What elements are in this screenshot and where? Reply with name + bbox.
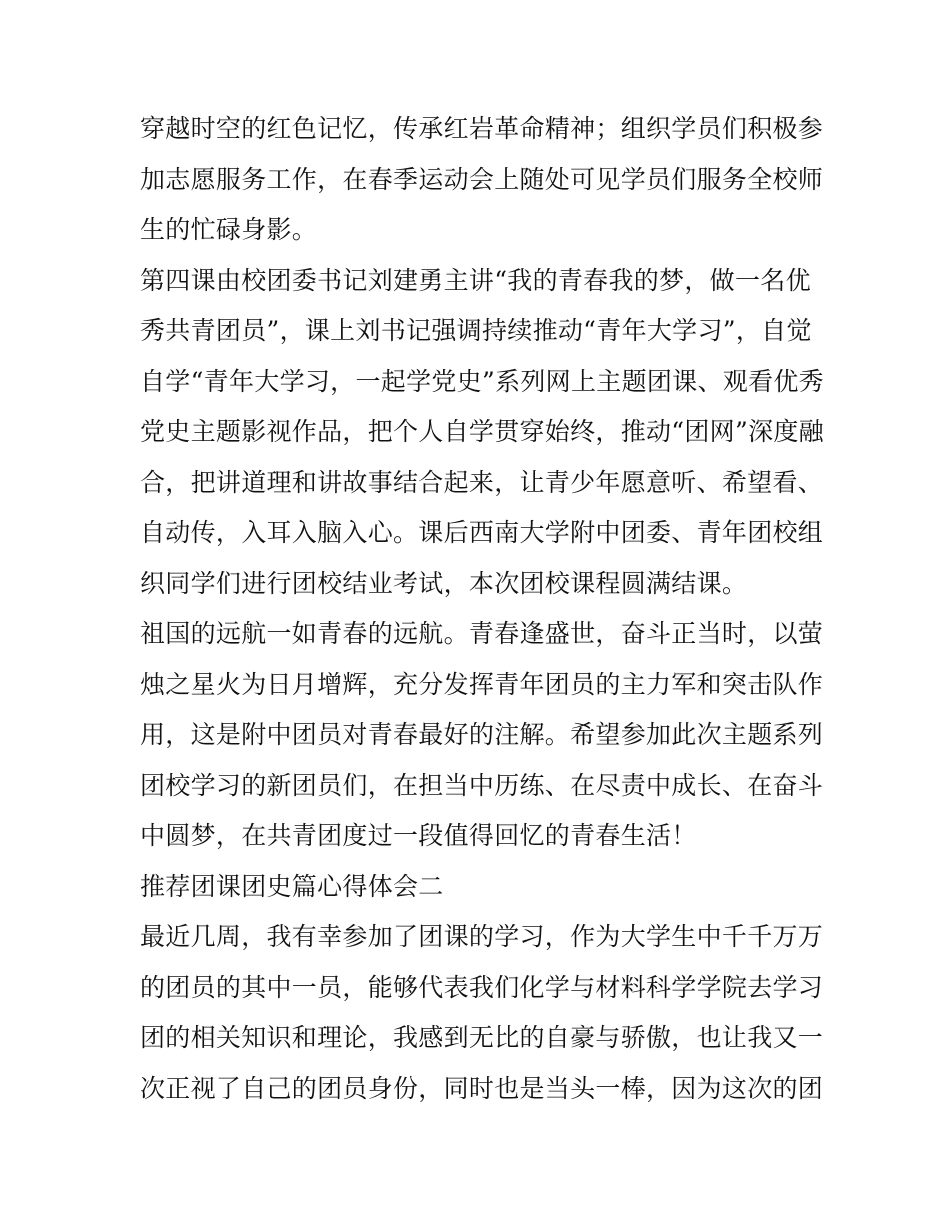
text-line: 团校学习的新团员们，在担当中历练、在尽责中成长、在奋斗: [140, 770, 824, 800]
text-line: 烛之星火为日月增辉，充分发挥青年团员的主力军和突击队作: [140, 669, 824, 699]
text-line: 次正视了自己的团员身份，同时也是当头一棒，因为这次的团: [140, 1073, 824, 1103]
text-line: 合，把讲道理和讲故事结合起来，让青少年愿意听、希望看、: [140, 467, 824, 497]
text-line: 秀共青团员”，课上刘书记强调持续推动“青年大学习”，自觉: [140, 316, 812, 345]
text-line: 织同学们进行团校结业考试，本次团校课程圆满结课。: [140, 568, 748, 598]
text-line: 最近几周，我有幸参加了团课的学习，作为大学生中千千万万: [140, 922, 824, 951]
document-body: [140, 104, 824, 1114]
text-line: 祖国的远航一如青春的远航。青春逢盛世，奋斗正当时，以萤: [140, 619, 824, 648]
text-line: 第四课由校团委书记刘建勇主讲“我的青春我的梦，做一名优: [140, 265, 811, 295]
text-line: 中圆梦，在共青团度过一段值得回忆的青春生活！: [140, 821, 697, 850]
section-heading: 推荐团课团史篇心得体会二: [140, 871, 444, 901]
text-line: 党史主题影视作品，把个人自学贯穿始终，推动“团网”深度融: [140, 417, 824, 446]
text-line: 加志愿服务工作，在春季运动会上随处可见学员们服务全校师: [140, 164, 824, 194]
text-line: 穿越时空的红色记忆，传承红岩革命精神；组织学员们积极参: [140, 114, 824, 143]
text-line: 生的忙碌身影。: [140, 215, 318, 244]
text-line: 团的相关知识和理论，我感到无比的自豪与骄傲，也让我又一: [140, 1023, 824, 1052]
text-line: 的团员的其中一员，能够代表我们化学与材料科学学院去学习: [140, 972, 824, 1002]
text-line: 用，这是附中团员对青春最好的注解。希望参加此次主题系列: [140, 720, 824, 749]
text-line: 自学“青年大学习，一起学党史”系列网上主题团课、观看优秀: [140, 366, 824, 396]
text-line: 自动传，入耳入脑入心。课后西南大学附中团委、青年团校组: [140, 518, 824, 547]
